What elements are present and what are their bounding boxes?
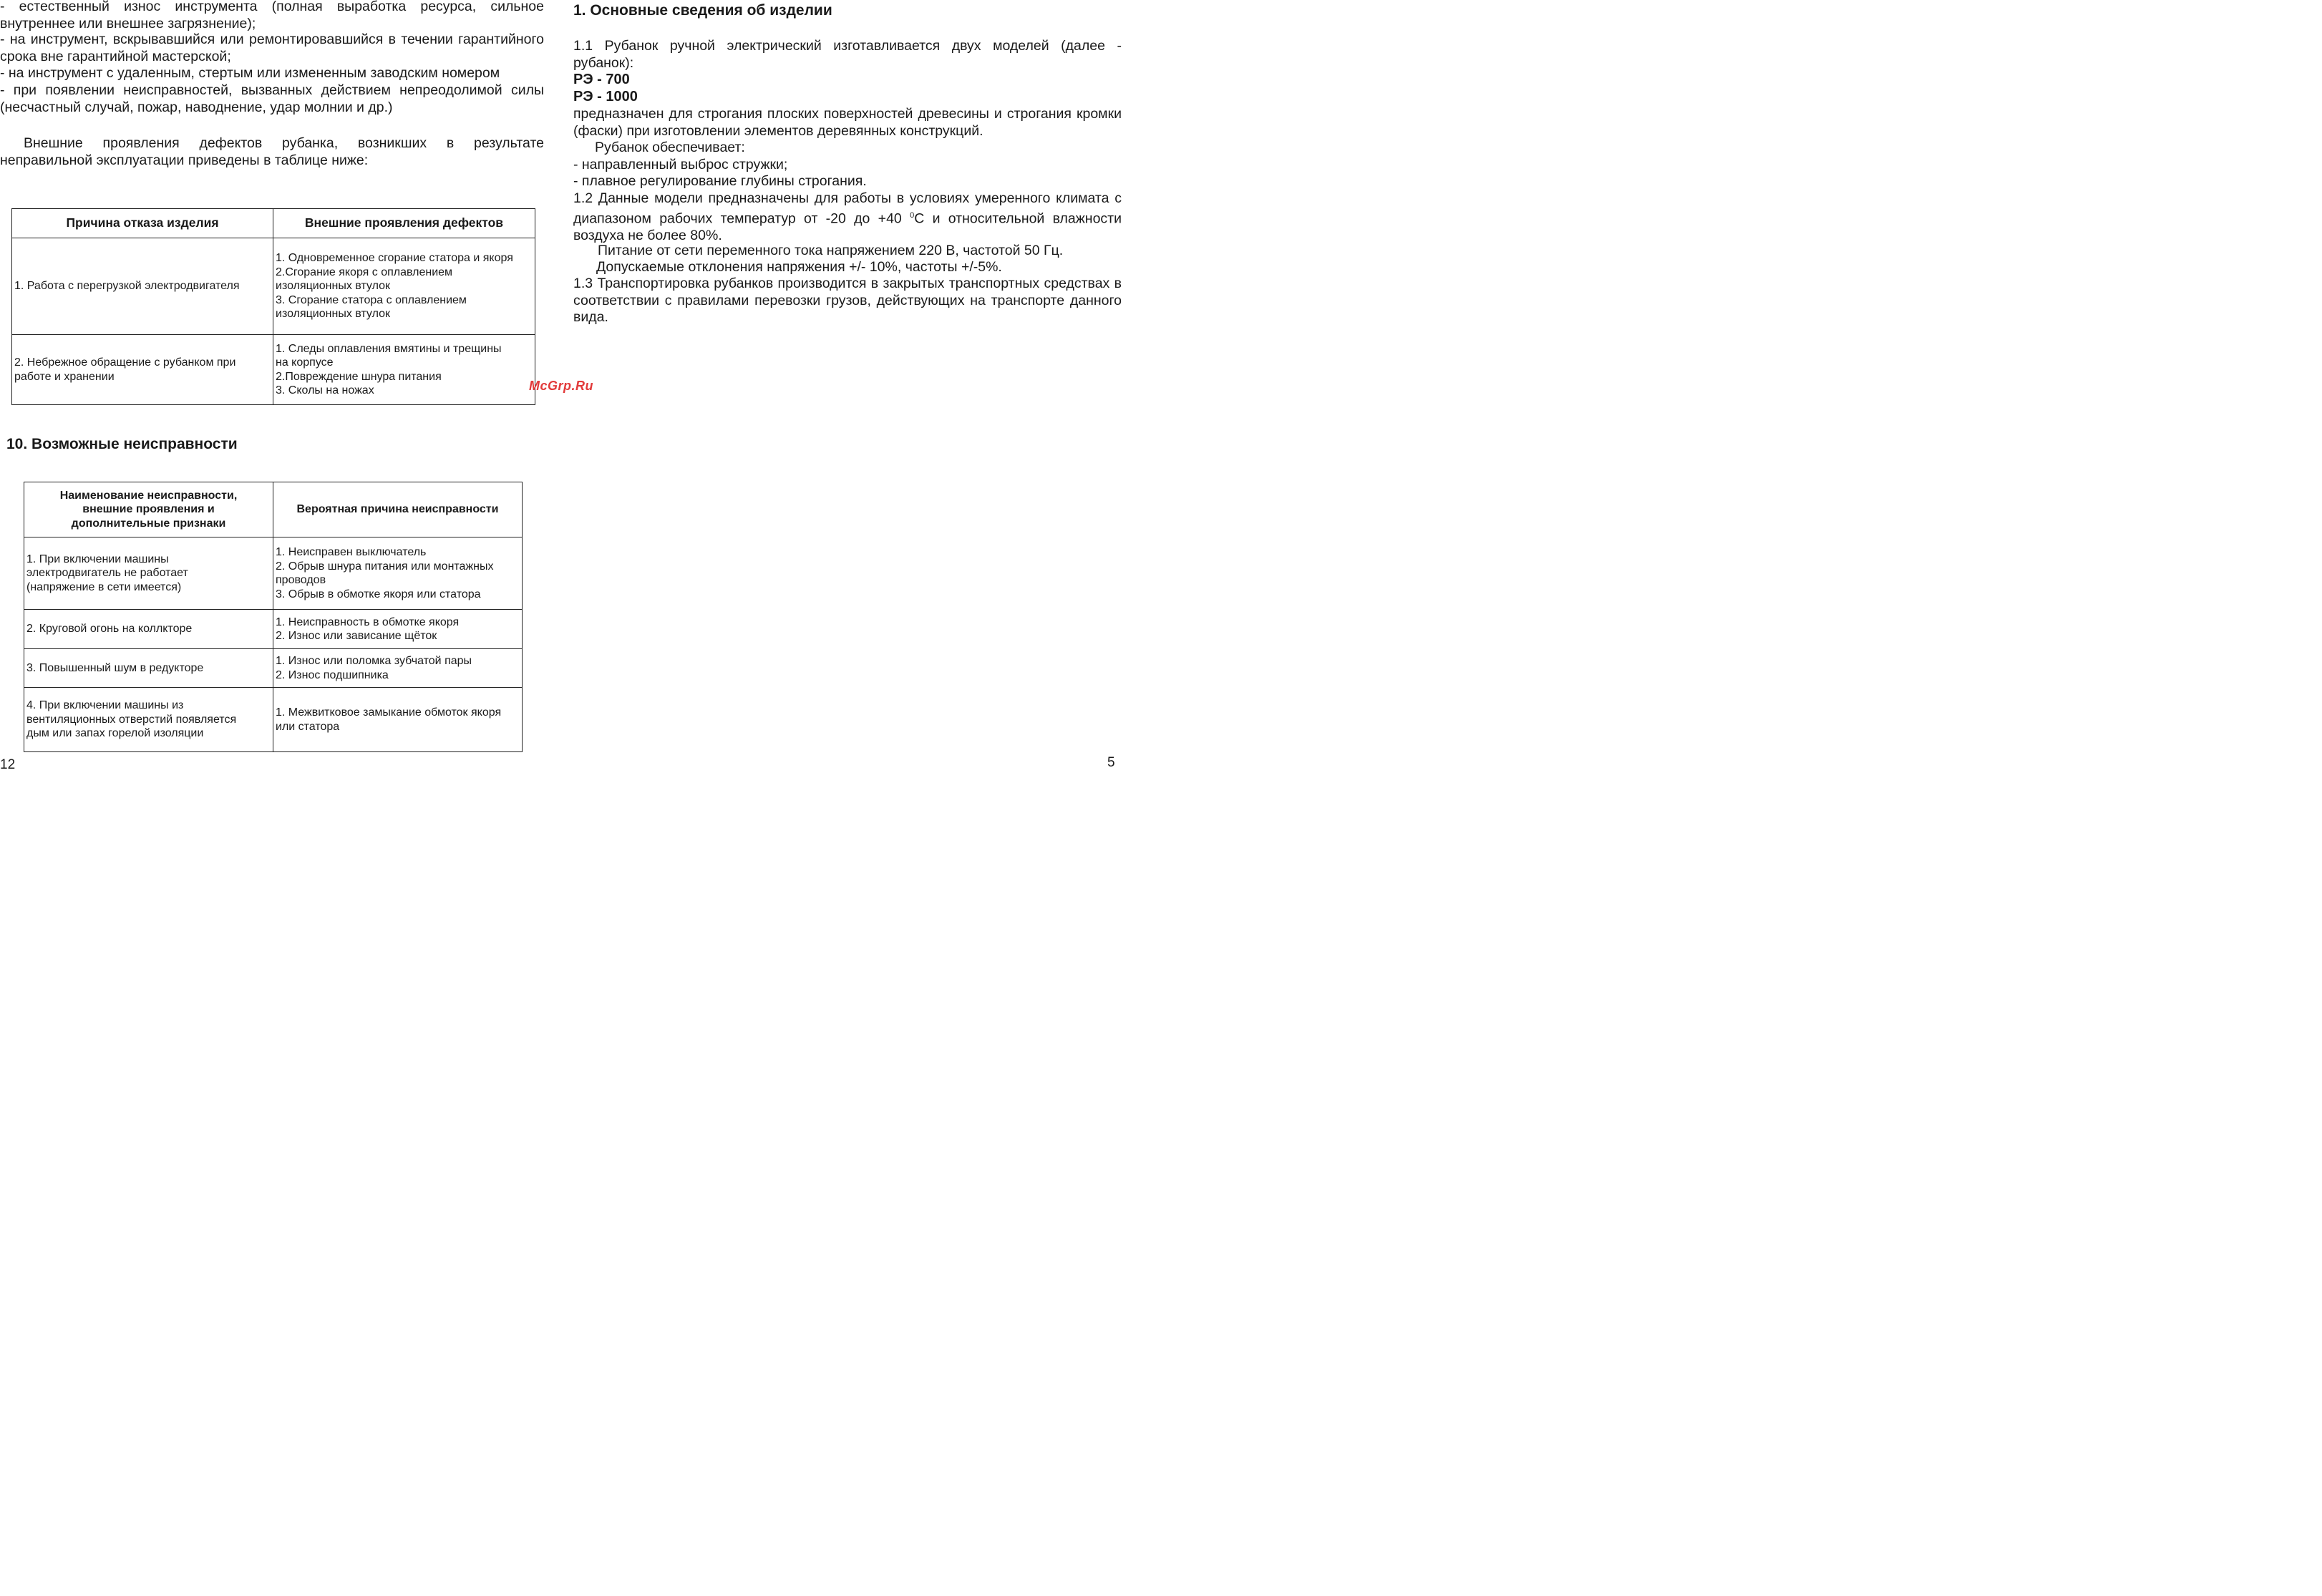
- section-1-title: 1. Основные сведения об изделии: [573, 2, 832, 19]
- intro-item-4: - при появлении неисправностей, вызванных действием непреодолимой силы (несчастный случай, пожар, наводнение, удар молнии и др.): [0, 82, 544, 115]
- table-cell: 1. Неисправен выключатель 2. Обрыв шнура питания или монтажных проводов 3. Обрыв в обмотке якоря или статора: [273, 537, 523, 610]
- tolerance-line: Допускаемые отклонения напряжения +/- 10%, частоты +/-5%.: [596, 259, 1002, 275]
- table-cell: 1. Межвитковое замыкание обмоток якоря или статора: [273, 688, 523, 752]
- table-cell: 1. Одновременное сгорание статора и якоря 2.Сгорание якоря с оплавлением изоляционных втулок 3. Сгорание статора с оплавлением изоляционных втулок: [273, 238, 535, 335]
- table-cell: 4. При включении машины из вентиляционных отверстий появляется дым или запах горелой изоляции: [24, 688, 273, 752]
- paragraph-1-3: 1.3 Транспортировка рубанков производится в закрытых транспортных средствах в соответствии с правилами перевозки грузов, действующих на транспорте данного вида.: [573, 276, 1122, 326]
- defects-intro: Внешние проявления дефектов рубанка, возникших в результате неправильной эксплуатации приведены в таблице ниже:: [0, 135, 544, 168]
- table-cell: 1. Неисправность в обмотке якоря 2. Износ или зависание щёток: [273, 610, 523, 649]
- intro-item-2: - на инструмент, вскрывавшийся или ремонтировавшийся в течении гарантийного срока вне гарантийной мастерской;: [0, 31, 544, 64]
- purpose-paragraph: предназначен для строгания плоских поверхностей древесины и строгания кромки (фаски) при изготовлении элементов деревянных конструкций.: [573, 106, 1122, 139]
- table-header: Вероятная причина неисправности: [273, 482, 523, 537]
- intro-item-1: - естественный износ инструмента (полная выработка ресурса, сильное внутреннее или внешнее загрязнение);: [0, 0, 544, 31]
- table-header: Внешние проявления дефектов: [273, 209, 535, 238]
- malfunctions-table: [24, 482, 523, 752]
- page-number-right: 5: [1107, 755, 1115, 770]
- table-row: [12, 238, 535, 335]
- paragraph-1-2: 1.2 Данные модели предназначены для работы в условиях умеренного климата с диапазоном рабочих температур от -20 до +40 $^0$С и относительной влажности воздуха не более 80%.: [573, 190, 1122, 243]
- table-header: Причина отказа изделия: [12, 209, 273, 238]
- intro-item-3: - на инструмент с удаленным, стертым или измененным заводским номером: [0, 65, 500, 81]
- table-cell: 1. Следы оплавления вмятины и трещины на корпусе 2.Повреждение шнура питания 3. Сколы на ножах: [273, 335, 535, 405]
- provides-item-2: - плавное регулирование глубины строгания.: [573, 173, 867, 189]
- table-row: [24, 649, 523, 688]
- paragraph-1-1: 1.1 Рубанок ручной электрический изготавливается двух моделей (далее - рубанок):: [573, 38, 1122, 71]
- provides-item-1: - направленный выброс стружки;: [573, 157, 788, 172]
- table-cell: 3. Повышенный шум в редукторе: [24, 649, 273, 688]
- provides-heading: Рубанок обеспечивает:: [595, 140, 745, 155]
- power-supply-line: Питание от сети переменного тока напряжением 220 В, частотой 50 Гц.: [598, 243, 1064, 258]
- table-cell: 1. При включении машины электродвигатель не работает (напряжение в сети имеется): [24, 537, 273, 610]
- table-row: [24, 537, 523, 610]
- failure-causes-table: [11, 208, 535, 405]
- watermark: McGrp.Ru: [529, 379, 594, 393]
- table-row: [24, 688, 523, 752]
- table-cell: 2. Круговой огонь на коллкторе: [24, 610, 273, 649]
- model-re-700: РЭ - 700: [573, 72, 630, 87]
- table-row: [12, 335, 535, 405]
- model-re-1000: РЭ - 1000: [573, 89, 638, 104]
- table-cell: 1. Износ или поломка зубчатой пары 2. Износ подшипника: [273, 649, 523, 688]
- table-cell: 2. Небрежное обращение с рубанком при работе и хранении: [12, 335, 273, 405]
- section-10-title: 10. Возможные неисправности: [6, 436, 238, 452]
- page-number-left: 12: [0, 757, 16, 772]
- table-row: [24, 610, 523, 649]
- table-header: Наименование неисправности, внешние проявления и дополнительные признаки: [24, 482, 273, 537]
- table-cell: 1. Работа с перегрузкой электродвигателя: [12, 238, 273, 335]
